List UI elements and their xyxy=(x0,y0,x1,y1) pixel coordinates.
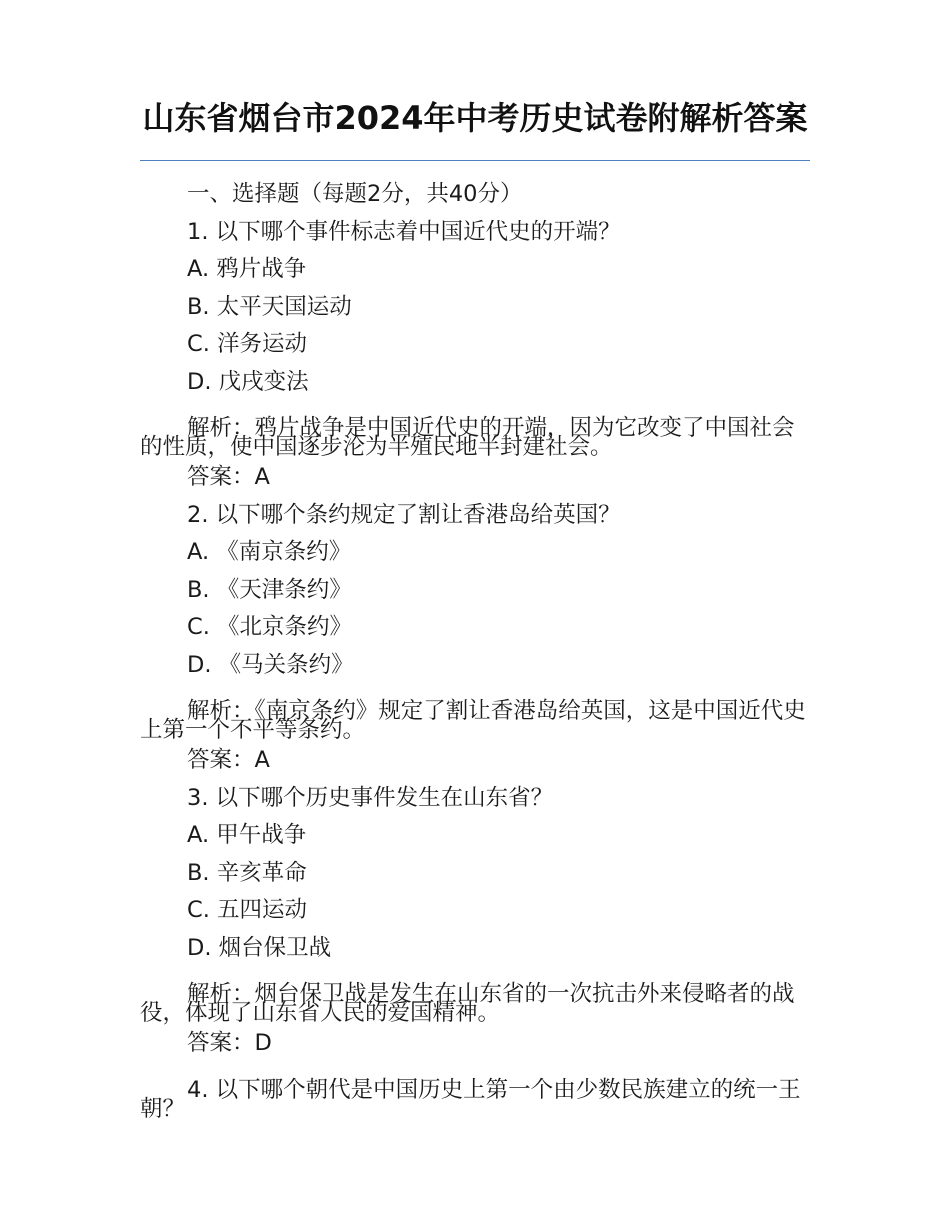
question-stem: 4. 以下哪个朝代是中国历史上第一个由少数民族建立的统一王朝？ xyxy=(140,1076,801,1122)
document-title: 山东省烟台市2024年中考历史试卷附解析答案 xyxy=(142,99,808,137)
question-option: D. 《马关条约》 xyxy=(187,651,354,678)
section-heading: 一、选择题（每题2分，共40分） xyxy=(187,181,523,207)
question-option: D. 戊戌变法 xyxy=(187,368,309,395)
question-option: C. 《北京条约》 xyxy=(187,614,353,640)
question-option: A. 鸦片战争 xyxy=(187,256,307,282)
question-stem: 2. 以下哪个条约规定了割让香港岛给英国？ xyxy=(187,501,621,528)
question-option: B. 《天津条约》 xyxy=(187,576,352,603)
question-option: B. 太平天国运动 xyxy=(187,293,352,320)
question-analysis: 解析：鸦片战争是中国近代史的开端，因为它改变了中国社会的性质，使中国逐步沦为半殖民地半封建社会。 xyxy=(140,415,795,460)
question-stem: 1. 以下哪个事件标志着中国近代史的开端？ xyxy=(187,218,621,245)
question-option: D. 烟台保卫战 xyxy=(187,934,332,961)
question-option: B. 辛亥革命 xyxy=(187,859,307,886)
question-analysis: 解析：烟台保卫战是发生在山东省的一次抗击外来侵略者的战役，体现了山东省人民的爱国精神。 xyxy=(140,981,795,1026)
document-body xyxy=(140,176,810,1122)
question-stem: 3. 以下哪个历史事件发生在山东省？ xyxy=(187,784,554,811)
title-underline xyxy=(140,160,810,161)
question-answer: 答案：A xyxy=(187,464,270,490)
question-analysis: 解析：《南京条约》规定了割让香港岛给英国，这是中国近代史上第一个不平等条约。 xyxy=(140,698,806,743)
question-answer: 答案：A xyxy=(187,747,270,773)
question-option: C. 五四运动 xyxy=(187,897,308,923)
question-answer: 答案：D xyxy=(187,1030,272,1056)
question-option: A. 《南京条约》 xyxy=(187,539,352,565)
question-option: A. 甲午战争 xyxy=(187,822,307,848)
question-option: C. 洋务运动 xyxy=(187,331,308,357)
